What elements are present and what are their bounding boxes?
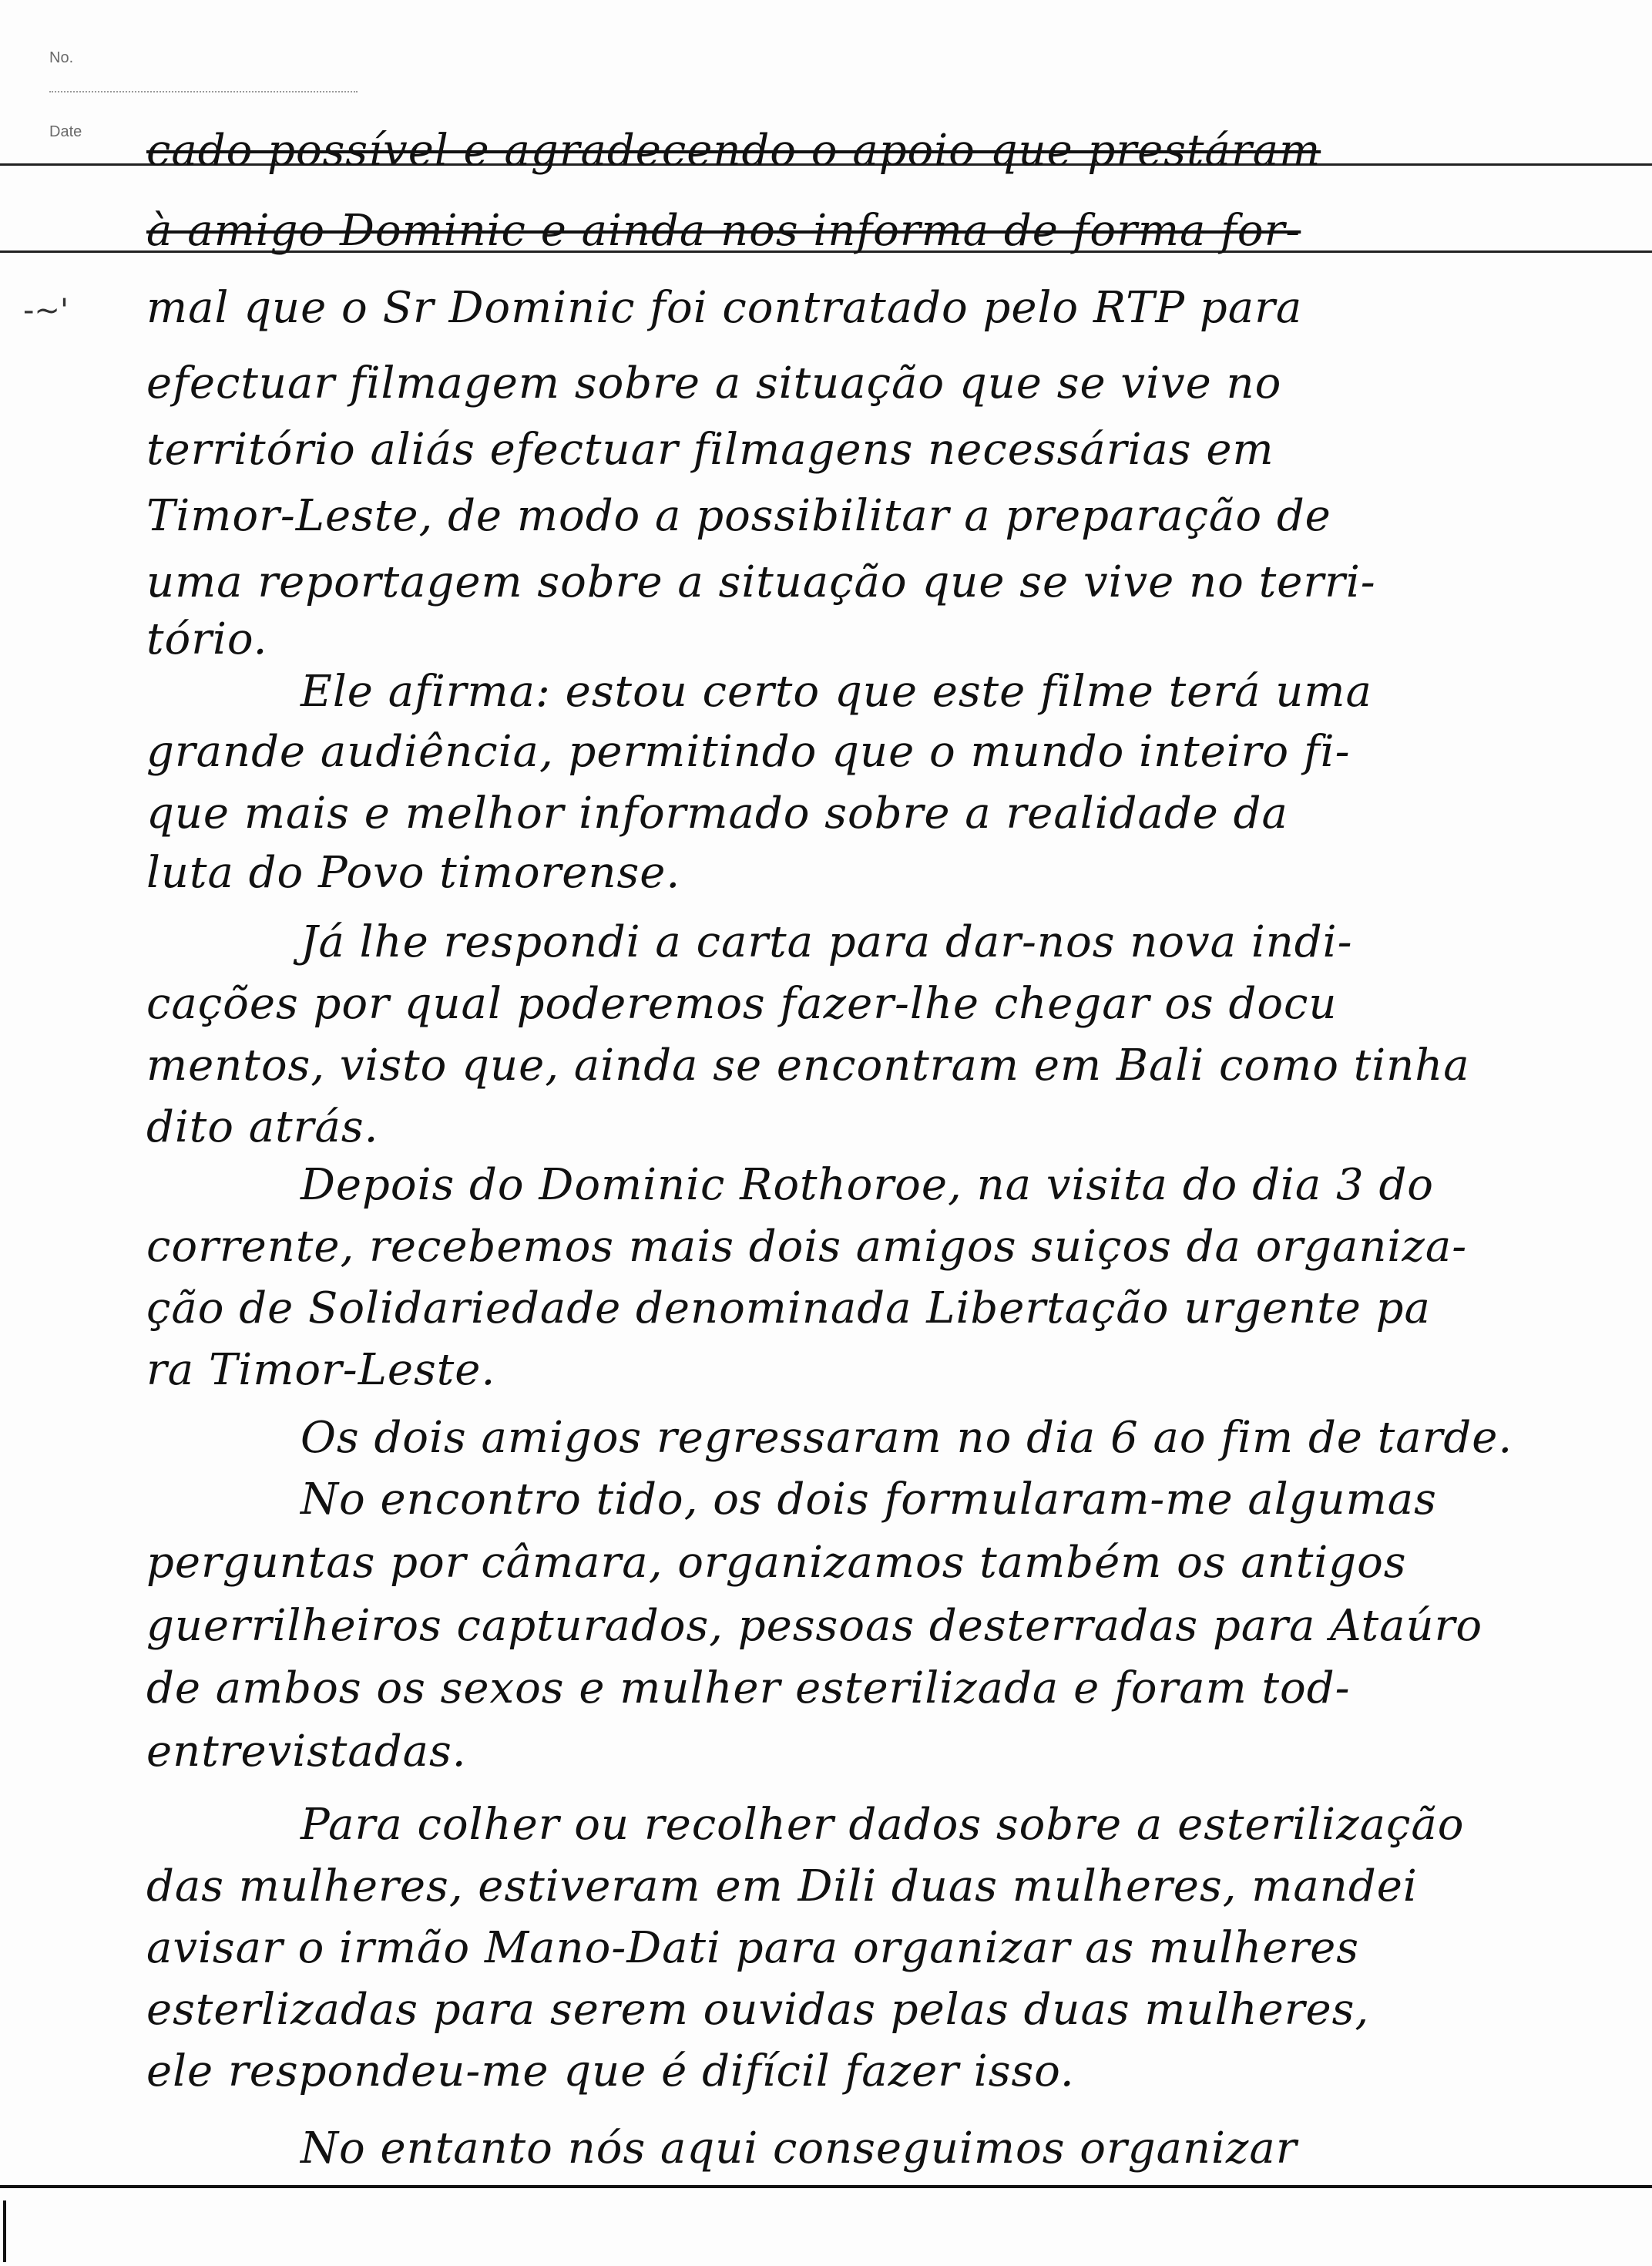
number-field-dotted-line [49,91,358,92]
text-line: guerrilheiros capturados, pessoas desterradas para Ataúro [146,1601,1483,1651]
text-line: cações por qual poderemos fazer-lhe chegar os docu [146,979,1338,1029]
number-label: No. [49,49,74,66]
text-line: tório. [146,614,268,664]
text-line: No encontro tido, os dois formularam-me algumas [301,1474,1437,1525]
text-line: No entanto nós aqui conseguimos organizar [301,2123,1298,2174]
text-line: território aliás efectuar filmagens necessárias em [146,425,1274,475]
text-line: que mais e melhor informado sobre a realidade da [146,788,1288,839]
text-line: à amigo Dominic e ainda nos informa de forma for- [146,206,1301,256]
text-line: uma reportagem sobre a situação que se vive no terri- [146,557,1376,607]
date-label: Date [49,123,82,140]
page-left-edge [3,2200,6,2262]
text-line: Timor-Leste, de modo a possibilitar a preparação de [146,491,1331,541]
text-line: ele respondeu-me que é difícil fazer isso. [146,2046,1075,2096]
text-line: de ambos os sexos e mulher esterilizada e foram tod- [146,1663,1351,1713]
text-line: mal que o Sr Dominic foi contratado pelo RTP para [146,283,1303,333]
text-line: cado possível e agradecendo o apoio que prestáram [146,126,1321,176]
text-line: grande audiência, permitindo que o mundo inteiro fi- [146,727,1351,777]
page-bottom-edge [0,2185,1652,2188]
text-line: Já lhe respondi a carta para dar-nos nova indi- [301,917,1353,967]
text-line: corrente, recebemos mais dois amigos suiços da organiza- [146,1222,1468,1272]
text-line: ção de Solidariedade denominada Libertação urgente pa [146,1283,1431,1333]
text-line: efectuar filmagem sobre a situação que se vive no [146,358,1282,408]
text-line: esterlizadas para serem ouvidas pelas duas mulheres, [146,1985,1370,2035]
text-line: entrevistadas. [146,1726,467,1777]
margin-mark: -~' [23,293,69,328]
text-line: luta do Povo timorense. [146,848,681,898]
text-line: Para colher ou recolher dados sobre a esterilização [301,1800,1465,1850]
text-line: das mulheres, estiveram em Dili duas mulheres, mandei [146,1861,1418,1911]
text-line: ra Timor-Leste. [146,1345,496,1395]
text-line: mentos, visto que, ainda se encontram em Bali como tinha [146,1041,1470,1091]
text-line: avisar o irmão Mano-Dati para organizar as mulheres [146,1923,1359,1973]
text-line: Ele afirma: estou certo que este filme terá uma [301,667,1372,717]
text-line: Depois do Dominic Rothoroe, na visita do dia 3 do [301,1160,1435,1210]
text-line: dito atrás. [146,1102,379,1152]
text-line: perguntas por câmara, organizamos também os antigos [146,1538,1407,1588]
text-line: Os dois amigos regressaram no dia 6 ao fim de tarde. [301,1413,1513,1463]
